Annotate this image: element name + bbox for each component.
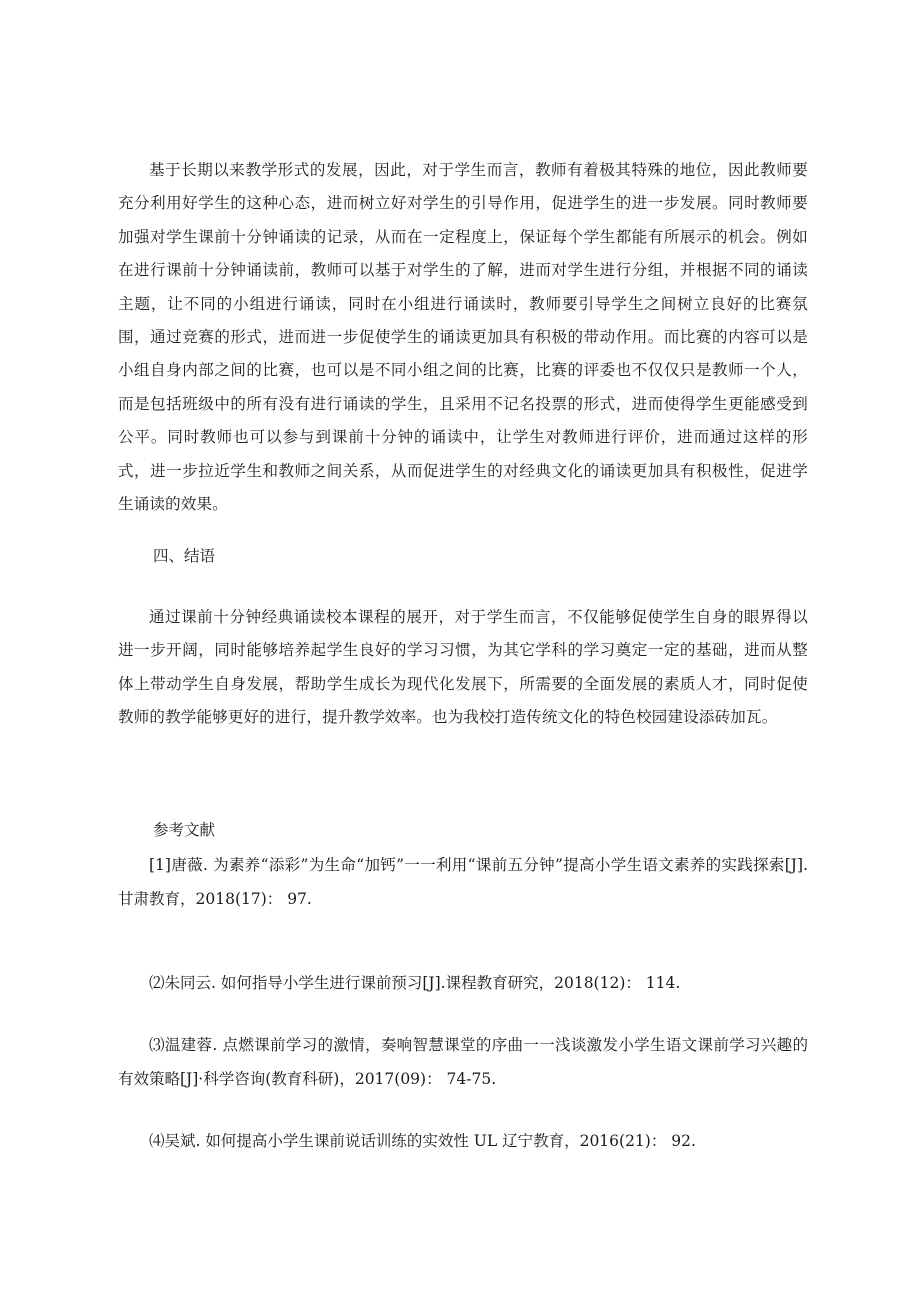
reference-text: 吴斌. 如何提高小学生课前说话训练的实效性 UL 辽宁教育，2016(21)： 92.	[164, 1132, 696, 1150]
body-paragraph: 通过课前十分钟经典诵读校本课程的展开，对于学生而言，不仅能够促使学生自身的眼界得以进一步开阔，同时能够培养起学生良好的学习习惯，为其它学科的学习奠定一定的基础，进而从整体上带动学生自身发展，帮助学生成长为现代化发展下，所需要的全面发展的素质人才，同时促使教师的教学能够更好的进行，提升教学效率。也为我校打造传统文化的特色校园建设添砖加瓦。	[118, 608, 808, 727]
reference-marker: ⑶	[149, 1036, 165, 1054]
reference-text: 朱同云. 如何指导小学生进行课前预习[J].课程教育研究，2018(12)： 114.	[164, 974, 681, 992]
body-paragraph: 基于长期以来教学形式的发展，因此，对于学生而言，教师有着极其特殊的地位，因此教师要充分利用好学生的这种心态，进而树立好对学生的引导作用，促进学生的进一步发展。同时教师要加强对学生课前十分钟诵读的记录，从而在一定程度上，保证每个学生都能有所展示的机会。例如在进行课前十分钟诵读前，教师可以基于对学生的了解，进而对学生进行分组，并根据不同的诵读主题，让不同的小组进行诵读，同时在小组进行诵读时，教师要引导学生之间树立良好的比赛氛围，通过竞赛的形式，进而进一步促使学生的诵读更加具有积极的带动作用。而比赛的内容可以是小组自身内部之间的比赛，也可以是不同小组之间的比赛，比赛的评委也不仅仅只是教师一个人，而是包括班级中的所有没有进行诵读的学生，且采用不记名投票的形式，进而使得学生更能感受到公平。同时教师也可以参与到课前十分钟的诵读中，让学生对教师进行评价，进而通过这样的形式，进一步拉近学生和教师之间关系，从而促进学生的对经典文化的诵读更加具有积极性，促进学生诵读的效果。	[118, 161, 808, 514]
reference-marker: ⑵	[149, 974, 165, 992]
reference-item	[118, 848, 808, 916]
section-heading-references: 参考文献	[153, 821, 216, 839]
reference-text: 唐薇. 为素养“添彩”为生命“加钙”一一利用“课前五分钟”提高小学生语文素养的实践探索[J].甘肃教育，2018(17)： 97.	[118, 856, 808, 908]
section-heading-conclusion: 四、结语	[153, 547, 216, 565]
reference-item	[118, 1028, 808, 1096]
reference-text: 温建蓉. 点燃课前学习的激情，奏响智慧课堂的序曲一一浅谈激发小学生语文课前学习兴趣的有效策略[J]·科学咨询(教育科研)，2017(09)： 74-75.	[118, 1036, 808, 1088]
reference-item	[118, 966, 808, 1000]
reference-marker: ⑷	[149, 1132, 165, 1150]
reference-item	[118, 1124, 808, 1158]
reference-marker: [1]	[149, 856, 171, 874]
